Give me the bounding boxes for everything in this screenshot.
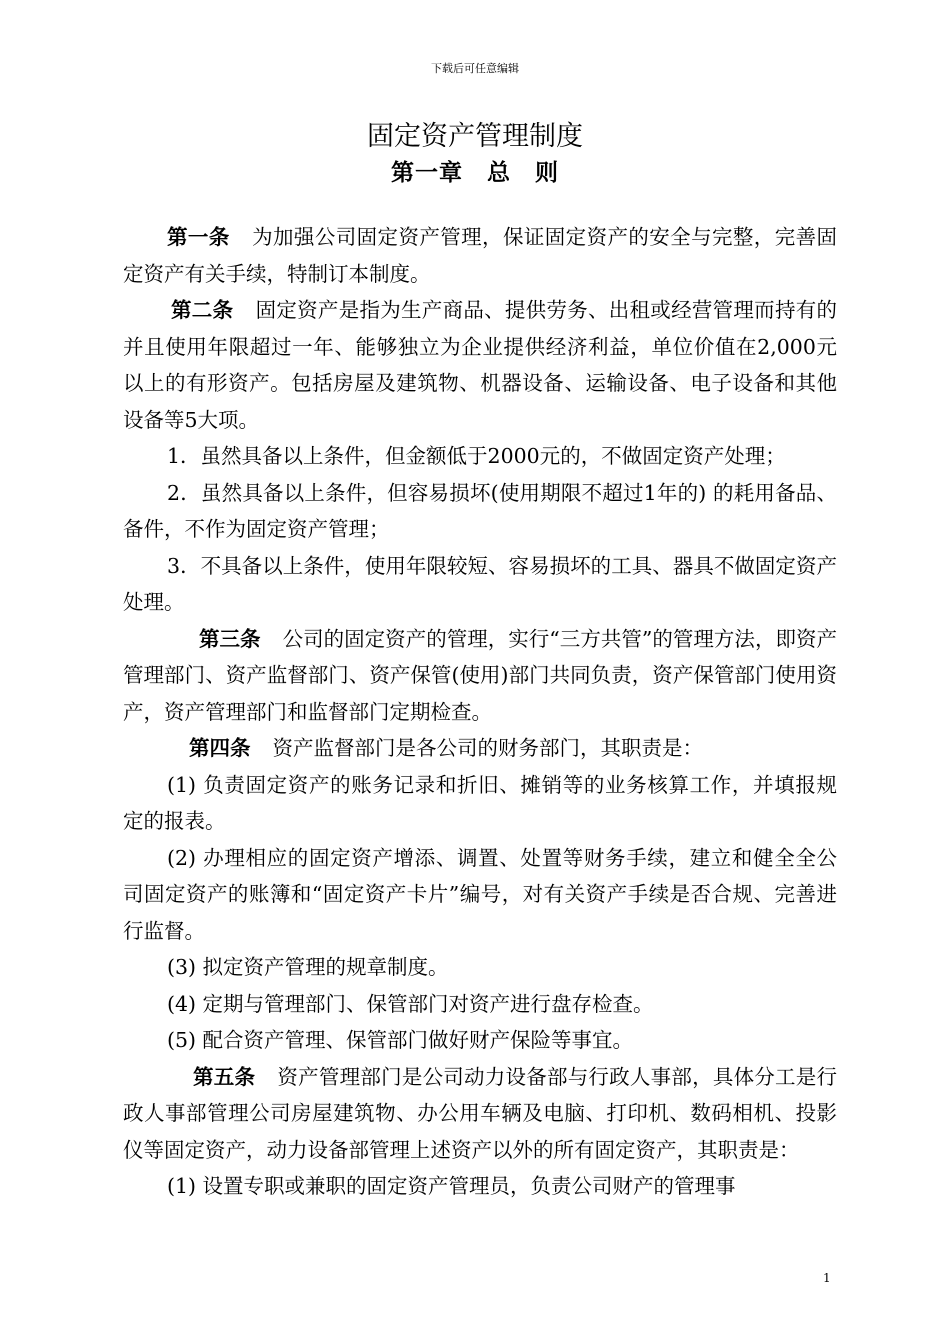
paragraph <box>123 475 837 548</box>
paragraph <box>123 1059 837 1169</box>
paragraph <box>123 219 837 292</box>
paragraph-text: (4) 定期与管理部门、保管部门对资产进行盘存检查。 <box>167 991 654 1016</box>
paragraph <box>123 949 837 986</box>
paragraph-text: 固定资产是指为生产商品、提供劳务、出租或经营管理而持有的并且使用年限超过一年、能够独立为企业提供经济利益，单位价值在2,000元以上的有形资产。包括房屋及建筑物、机器设备、运输设备、电子设备和其他设备等5大项。 <box>123 298 838 432</box>
paragraph-text: 2．虽然具备以上条件，但容易损坏(使用期限不超过1年的) 的耗用备品、备件，不作为固定资产管理； <box>123 480 837 541</box>
paragraph <box>123 730 837 767</box>
document-title: 固定资产管理制度 <box>367 121 583 152</box>
paragraph <box>123 1022 837 1059</box>
document-body <box>123 219 837 1205</box>
paragraph <box>123 548 837 621</box>
paragraph-text: 1．虽然具备以上条件，但金额低于2000元的，不做固定资产处理； <box>167 444 786 468</box>
paragraph-text: (1) 负责固定资产的账务记录和折旧、摊销等的业务核算工作，并填报规定的报表。 <box>123 772 837 833</box>
chapter-heading <box>0 154 950 187</box>
article-label: 第五条 <box>193 1064 256 1089</box>
article-label: 第三条 <box>199 626 261 651</box>
paragraph <box>123 767 837 840</box>
paragraph <box>123 840 837 950</box>
paragraph-text: (1) 设置专职或兼职的固定资产管理员，负责公司财产的管理事 <box>167 1174 736 1198</box>
chapter-name-first: 总 <box>487 159 511 186</box>
paragraph-text: 资产管理部门是公司动力设备部与行政人事部，具体分工是行政人事部管理公司房屋建筑物、办公用车辆及电脑、打印机、数码相机、投影仪等固定资产，动力设备部管理上述资产以外的所有固定资产，其职责是： <box>123 1064 838 1162</box>
paragraph-text: 资产监督部门是各公司的财务部门，其职责是： <box>272 736 703 760</box>
header-note: 下载后可任意编辑 <box>431 62 519 75</box>
paragraph <box>123 621 837 731</box>
chapter-name-second: 则 <box>535 159 559 186</box>
paragraph <box>123 438 837 475</box>
paragraph-text: (5) 配合资产管理、保管部门做好财产保险等事宜。 <box>167 1028 634 1052</box>
paragraph <box>123 292 837 438</box>
paragraph-text: 3．不具备以上条件，使用年限较短、容易损坏的工具、器具不做固定资产处理。 <box>123 553 837 614</box>
paragraph-text: (3) 拟定资产管理的规章制度。 <box>167 955 449 979</box>
article-label: 第四条 <box>189 736 251 760</box>
article-label: 第二条 <box>171 298 234 322</box>
paragraph-text: (2) 办理相应的固定资产增添、调置、处置等财务手续，建立和健全全公司固定资产的账簿和“固定资产卡片”编号，对有关资产手续是否合规、完善进行监督。 <box>123 845 837 943</box>
paragraph <box>123 1168 837 1205</box>
paragraph-text: 公司的固定资产的管理，实行“三方共管”的管理方法，即资产管理部门、资产监督部门、资产保管(使用)部门共同负责，资产保管部门使用资产，资产管理部门和监督部门定期检查。 <box>123 626 838 724</box>
article-label: 第一条 <box>167 225 230 249</box>
chapter-label: 第一章 <box>391 159 463 186</box>
paragraph <box>123 986 837 1023</box>
page-number: 1 <box>823 1271 831 1285</box>
paragraph-text: 为加强公司固定资产管理，保证固定资产的安全与完整，完善固定资产有关手续，特制订本制度。 <box>123 225 838 286</box>
